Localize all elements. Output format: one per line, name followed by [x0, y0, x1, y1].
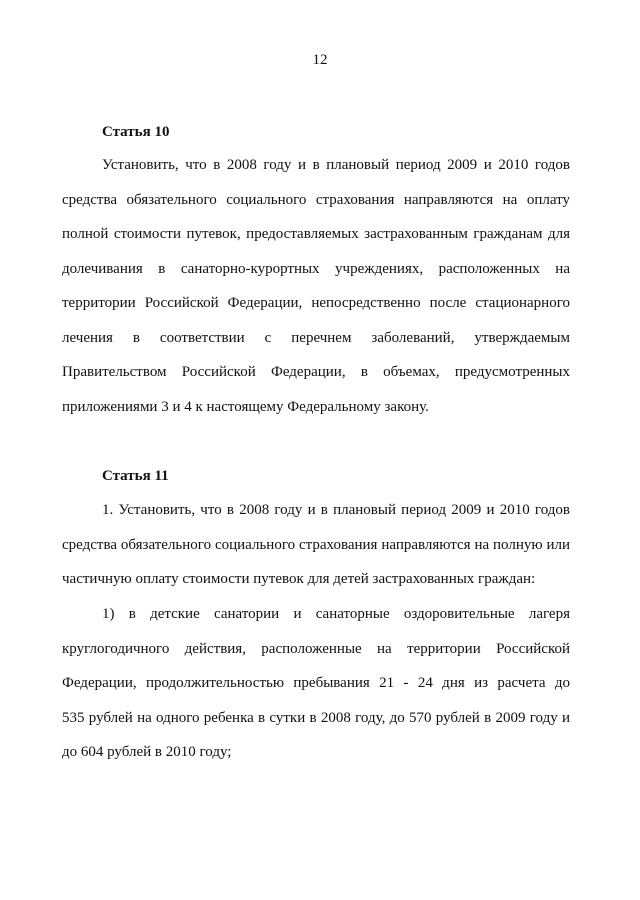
text-line: долечивания в санаторно-курортных учреждениях, расположенных на — [62, 260, 570, 277]
text-line: Установить, что в 2008 году и в плановый период 2009 и 2010 годов — [102, 157, 570, 173]
text-line: 535 рублей на одного ребенка в сутки в 2008 году, до 570 рублей в 2009 году и — [62, 709, 570, 726]
text-line: полной стоимости путевок, предоставляемых застрахованным гражданам для — [62, 226, 570, 242]
text-line: круглогодичного действия, расположенные на территории Российской — [62, 640, 570, 657]
article-11-paragraph-1 — [62, 493, 570, 597]
article-10-heading: Статья 10 — [102, 124, 170, 140]
text-line: лечения в соответствии с перечнем заболеваний, утверждаемым — [62, 329, 570, 346]
text-line: Федерации, продолжительностью пребывания 21 - 24 дня из расчета до — [62, 675, 570, 691]
article-11-paragraph-2 — [62, 597, 570, 770]
article-11-heading: Статья 11 — [102, 468, 169, 484]
text-line: территории Российской Федерации, непосредственно после стационарного — [62, 295, 570, 311]
text-line: 1. Установить, что в 2008 году и в плановый период 2009 и 2010 годов — [102, 502, 570, 518]
text-line: приложениями 3 и 4 к настоящему Федеральному закону. — [62, 398, 429, 415]
article-10-paragraph — [62, 148, 570, 424]
text-line: до 604 рублей в 2010 году; — [62, 744, 232, 760]
text-line: средства обязательного социального страхования направляются на полную или — [62, 536, 570, 553]
text-line: 1) в детские санатории и санаторные оздоровительные лагеря — [102, 606, 570, 622]
text-line: средства обязательного социального страхования направляются на оплату — [62, 191, 570, 208]
page-number: 12 — [312, 52, 328, 68]
text-line: Правительством Российской Федерации, в объемах, предусмотренных — [62, 364, 570, 380]
text-line: частичную оплату стоимости путевок для детей застрахованных граждан: — [62, 571, 536, 587]
